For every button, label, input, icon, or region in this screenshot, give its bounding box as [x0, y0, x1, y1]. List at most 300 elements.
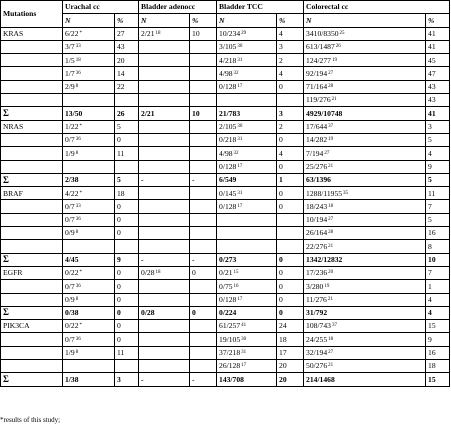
- reference-superscript: 17: [241, 363, 247, 369]
- reference-superscript: 18: [155, 30, 161, 36]
- table-cell: [217, 293, 277, 306]
- reference-superscript: 30: [237, 124, 243, 130]
- table-cell: [217, 306, 277, 319]
- cell-value: 8: [428, 241, 432, 251]
- mutation-cell: [1, 227, 63, 240]
- table-cell: [139, 227, 190, 240]
- cell-value: 18/243: [306, 201, 328, 211]
- cell-value: -: [141, 175, 144, 185]
- cell-value: 17: [279, 348, 287, 358]
- table-cell: [139, 80, 190, 93]
- table-cell: [190, 280, 217, 293]
- cell-value: 10: [192, 108, 200, 118]
- cell-value: Σ: [3, 108, 9, 119]
- cell-value: 0: [279, 268, 283, 278]
- table-cell: [63, 320, 115, 333]
- cell-value: 3/7: [65, 42, 75, 52]
- reference-superscript: 30: [237, 44, 243, 50]
- table-cell: [139, 293, 190, 306]
- table-cell: [190, 333, 217, 346]
- table-cell: [426, 173, 450, 186]
- table-cell: [190, 54, 217, 67]
- cell-value: 6/22: [65, 28, 79, 38]
- table-cell: [426, 213, 450, 226]
- cell-value: -: [192, 175, 195, 185]
- table-cell: [277, 240, 304, 253]
- cell-value: 1/7: [65, 68, 75, 78]
- cell-value: 26: [117, 108, 125, 118]
- table-cell: [426, 80, 450, 93]
- cell-value: 0: [279, 254, 283, 264]
- table-cell: [426, 306, 450, 319]
- reference-superscript: 28: [328, 230, 334, 236]
- table-cell: [277, 266, 304, 279]
- cell-value: 20: [279, 374, 287, 384]
- cell-value: EGFR: [3, 268, 23, 278]
- cell-value: 3410/8350: [306, 28, 339, 38]
- reference-superscript: 18: [75, 57, 81, 63]
- table-cell: [190, 80, 217, 93]
- subheader-n: N: [304, 14, 426, 27]
- cell-value: 0/145: [219, 188, 237, 198]
- table-cell: [277, 27, 304, 40]
- reference-superscript: 37: [331, 323, 337, 329]
- table-cell: [217, 80, 277, 93]
- reference-superscript: 21: [328, 243, 334, 249]
- table-cell: [304, 266, 426, 279]
- cell-value: 7: [428, 201, 432, 211]
- table-cell: [115, 346, 139, 359]
- cell-value: 25/276: [306, 161, 328, 171]
- cell-value: 41: [428, 28, 436, 38]
- table-cell: [190, 253, 217, 266]
- reference-superscript: 36: [75, 137, 81, 143]
- cell-value: 108/743: [306, 321, 331, 331]
- table-cell: [277, 213, 304, 226]
- table-cell: [63, 227, 115, 240]
- table-cell: [139, 360, 190, 373]
- table-cell: [277, 346, 304, 359]
- table-cell: [304, 253, 426, 266]
- cell-value: 0: [279, 294, 283, 304]
- cell-value: 10/234: [219, 28, 241, 38]
- reference-superscript: 36: [75, 217, 81, 223]
- table-cell: [217, 333, 277, 346]
- cell-value: 18: [428, 361, 436, 371]
- table-cell: [304, 67, 426, 80]
- table-cell: [115, 40, 139, 53]
- table-cell: [115, 213, 139, 226]
- reference-superscript: 16: [233, 283, 239, 289]
- reference-superscript: 28: [328, 84, 334, 90]
- cell-value: 18: [117, 188, 125, 198]
- reference-superscript: 8: [75, 84, 79, 90]
- reference-superscript: 20: [328, 270, 334, 276]
- table-cell: [426, 320, 450, 333]
- cell-value: 11: [428, 188, 436, 198]
- table-cell: [426, 200, 450, 213]
- table-cell: [115, 80, 139, 93]
- cell-value: 0: [117, 334, 121, 344]
- table-cell: [217, 133, 277, 146]
- reference-superscript: 36: [75, 283, 81, 289]
- table-cell: [217, 67, 277, 80]
- table-cell: [139, 120, 190, 133]
- cell-value: Σ: [3, 373, 9, 384]
- table-cell: [190, 173, 217, 186]
- table-cell: [63, 373, 115, 386]
- table-cell: [63, 54, 115, 67]
- cell-value: 32/194: [306, 348, 328, 358]
- table-cell: [115, 107, 139, 120]
- cell-value: 24/255: [306, 334, 328, 344]
- reference-superscript: 19: [328, 137, 334, 143]
- reference-superscript: 31: [237, 190, 243, 196]
- table-cell: [63, 280, 115, 293]
- table-cell: [190, 346, 217, 359]
- cell-value: 9: [428, 161, 432, 171]
- reference-superscript: *: [79, 124, 83, 130]
- reference-superscript: 37: [328, 124, 334, 130]
- cell-value: 613/1487: [306, 42, 335, 52]
- cell-value: 0: [117, 268, 121, 278]
- table-cell: [217, 187, 277, 200]
- table-row: [1, 80, 450, 93]
- table-cell: [426, 120, 450, 133]
- table-cell: [115, 280, 139, 293]
- table-cell: [190, 40, 217, 53]
- cell-value: 0: [279, 135, 283, 145]
- table-cell: [277, 360, 304, 373]
- cell-value: 0/128: [219, 294, 237, 304]
- cell-value: -: [141, 254, 144, 264]
- table-cell: [304, 320, 426, 333]
- cell-value: 0/28: [141, 268, 155, 278]
- table-cell: [426, 333, 450, 346]
- cell-value: 0/128: [219, 161, 237, 171]
- table-cell: [115, 187, 139, 200]
- cell-value: 61/257: [219, 321, 241, 331]
- table-cell: [217, 94, 277, 107]
- table-cell: [190, 360, 217, 373]
- cell-value: 22: [117, 82, 125, 92]
- cell-value: 17/236: [306, 268, 328, 278]
- table-cell: [277, 373, 304, 386]
- table-cell: [63, 27, 115, 40]
- table-cell: [115, 320, 139, 333]
- table-cell: [217, 227, 277, 240]
- mutation-cell: [1, 133, 63, 146]
- table-cell: [115, 253, 139, 266]
- cell-value: -: [192, 374, 195, 384]
- reference-superscript: 33: [75, 203, 81, 209]
- subheader-row: [1, 14, 450, 27]
- cell-value: 24: [279, 321, 287, 331]
- table-cell: [217, 160, 277, 173]
- cell-value: 0: [117, 228, 121, 238]
- sum-row: [1, 306, 450, 319]
- reference-superscript: 36: [75, 70, 81, 76]
- table-cell: [63, 200, 115, 213]
- cell-value: 41: [428, 108, 436, 118]
- cell-value: 4/22: [65, 188, 79, 198]
- table-cell: [139, 27, 190, 40]
- table-row: [1, 333, 450, 346]
- header-bladder-adenocc: Bladder adenocc: [139, 1, 217, 14]
- table-cell: [63, 173, 115, 186]
- table-cell: [190, 320, 217, 333]
- reference-superscript: 32: [233, 150, 239, 156]
- table-cell: [190, 240, 217, 253]
- cell-value: 0/22: [65, 321, 79, 331]
- table-cell: [426, 133, 450, 146]
- mutation-cell: [1, 80, 63, 93]
- cell-value: 1/22: [65, 122, 79, 132]
- cell-value: 4: [279, 148, 283, 158]
- cell-value: 2/21: [141, 108, 155, 118]
- table-cell: [139, 373, 190, 386]
- reference-superscript: 21: [328, 363, 334, 369]
- cell-value: 3: [117, 374, 121, 384]
- cell-value: 43: [117, 42, 125, 52]
- table-cell: [277, 227, 304, 240]
- table-cell: [277, 187, 304, 200]
- reference-superscript: 27: [328, 217, 334, 223]
- header-colorectal-cc: Colorectal cc: [304, 1, 450, 14]
- cell-value: 26/164: [306, 228, 328, 238]
- table-cell: [277, 67, 304, 80]
- table-cell: [63, 133, 115, 146]
- cell-value: 50/276: [306, 361, 328, 371]
- table-cell: [277, 80, 304, 93]
- table-row: [1, 133, 450, 146]
- table-cell: [63, 346, 115, 359]
- table-cell: [304, 120, 426, 133]
- table-cell: [115, 306, 139, 319]
- cell-value: 2/21: [141, 28, 155, 38]
- cell-value: 5: [117, 175, 121, 185]
- header-urachal-cc: Urachal cc: [63, 1, 139, 14]
- subheader-percent: %: [190, 14, 217, 27]
- table-row: [1, 360, 450, 373]
- table-cell: [304, 360, 426, 373]
- header-bladder-tcc: Bladder TCC: [217, 1, 304, 14]
- table-cell: [217, 253, 277, 266]
- table-row: [1, 293, 450, 306]
- table-cell: [139, 40, 190, 53]
- table-cell: [304, 293, 426, 306]
- table-cell: [277, 200, 304, 213]
- cell-value: 9: [117, 254, 121, 264]
- table-cell: [190, 187, 217, 200]
- table-row: [1, 160, 450, 173]
- table-cell: [426, 147, 450, 160]
- table-cell: [217, 54, 277, 67]
- sum-symbol: [1, 107, 63, 120]
- table-cell: [304, 280, 426, 293]
- cell-value: 92/194: [306, 68, 328, 78]
- mutation-cell: [1, 120, 63, 133]
- reference-superscript: 17: [237, 203, 243, 209]
- mutation-cell: [1, 187, 63, 200]
- table-cell: [115, 360, 139, 373]
- cell-value: 1/5: [65, 55, 75, 65]
- table-cell: [63, 67, 115, 80]
- cell-value: 5: [428, 215, 432, 225]
- cell-value: 0/38: [65, 308, 79, 318]
- table-row: [1, 266, 450, 279]
- table-row: [1, 240, 450, 253]
- cell-value: 1342/12832: [306, 254, 343, 264]
- table-cell: [139, 306, 190, 319]
- cell-value: 47: [428, 68, 436, 78]
- cell-value: 15: [428, 321, 436, 331]
- cell-value: 3/280: [306, 281, 324, 291]
- table-cell: [217, 346, 277, 359]
- cell-value: 3: [428, 122, 432, 132]
- table-cell: [190, 147, 217, 160]
- table-cell: [304, 80, 426, 93]
- table-cell: [115, 27, 139, 40]
- table-cell: [63, 213, 115, 226]
- cell-value: 14/282: [306, 135, 328, 145]
- table-cell: [277, 147, 304, 160]
- table-cell: [217, 120, 277, 133]
- table-cell: [217, 40, 277, 53]
- reference-superscript: 27: [328, 70, 334, 76]
- table-cell: [217, 280, 277, 293]
- cell-value: 0/7: [65, 201, 75, 211]
- cell-value: 7: [428, 268, 432, 278]
- cell-value: NRAS: [3, 122, 24, 132]
- cell-value: 0/22: [65, 268, 79, 278]
- cell-value: Σ: [3, 307, 9, 318]
- cell-value: 43: [428, 82, 436, 92]
- reference-superscript: 41: [241, 323, 247, 329]
- cell-value: 0/75: [219, 281, 233, 291]
- table-cell: [190, 133, 217, 146]
- cell-value: 0/7: [65, 281, 75, 291]
- reference-superscript: 33: [75, 44, 81, 50]
- cell-value: 11/276: [306, 294, 327, 304]
- mutation-cell: [1, 240, 63, 253]
- cell-value: 17/644: [306, 122, 328, 132]
- cell-value: 37/218: [219, 348, 241, 358]
- cell-value: 3: [279, 42, 283, 52]
- cell-value: BRAF: [3, 188, 23, 198]
- table-cell: [139, 133, 190, 146]
- reference-superscript: *: [79, 30, 83, 36]
- table-row: [1, 187, 450, 200]
- cell-value: 27: [117, 28, 125, 38]
- sum-row: [1, 107, 450, 120]
- cell-value: 21/783: [219, 108, 241, 118]
- cell-value: Σ: [3, 174, 9, 185]
- subheader-percent: %: [115, 14, 139, 27]
- reference-superscript: 26: [335, 44, 341, 50]
- table-cell: [139, 213, 190, 226]
- table-cell: [115, 133, 139, 146]
- table-cell: [426, 227, 450, 240]
- cell-value: 0: [117, 294, 121, 304]
- table-cell: [426, 240, 450, 253]
- table-cell: [115, 333, 139, 346]
- table-cell: [63, 107, 115, 120]
- cell-value: 1: [428, 281, 432, 291]
- mutation-cell: [1, 40, 63, 53]
- table-cell: [304, 94, 426, 107]
- reference-superscript: 36: [75, 336, 81, 342]
- reference-superscript: 18: [328, 336, 334, 342]
- cell-value: 3/105: [219, 42, 237, 52]
- sum-symbol: [1, 306, 63, 319]
- cell-value: 20: [117, 55, 125, 65]
- table-cell: [139, 67, 190, 80]
- table-cell: [63, 187, 115, 200]
- table-row: [1, 227, 450, 240]
- cell-value: -: [141, 374, 144, 384]
- table-row: [1, 94, 450, 107]
- cell-value: 0: [117, 281, 121, 291]
- table-cell: [426, 280, 450, 293]
- reference-superscript: 8: [75, 296, 79, 302]
- cell-value: 0/273: [219, 254, 237, 264]
- table-cell: [63, 80, 115, 93]
- cell-value: 0: [279, 281, 283, 291]
- cell-value: 15: [428, 374, 436, 384]
- cell-value: 4: [279, 28, 283, 38]
- table-cell: [426, 160, 450, 173]
- table-cell: [63, 360, 115, 373]
- table-row: [1, 147, 450, 160]
- table-cell: [63, 306, 115, 319]
- table-cell: [426, 187, 450, 200]
- table-cell: [115, 373, 139, 386]
- table-cell: [63, 147, 115, 160]
- cell-value: 31/792: [306, 308, 328, 318]
- cell-value: Σ: [3, 254, 9, 265]
- table-cell: [115, 200, 139, 213]
- cell-value: 22/276: [306, 241, 328, 251]
- reference-superscript: 8: [75, 150, 79, 156]
- mutation-cell: [1, 213, 63, 226]
- table-cell: [190, 293, 217, 306]
- cell-value: 0: [117, 321, 121, 331]
- cell-value: 5: [117, 122, 121, 132]
- table-row: [1, 40, 450, 53]
- cell-value: 0: [117, 135, 121, 145]
- cell-value: 1/9: [65, 348, 75, 358]
- table-cell: [426, 67, 450, 80]
- mutation-cell: [1, 293, 63, 306]
- cell-value: 71/164: [306, 82, 328, 92]
- table-cell: [277, 160, 304, 173]
- cell-value: 1/9: [65, 148, 75, 158]
- table-cell: [217, 27, 277, 40]
- table-cell: [304, 160, 426, 173]
- cell-value: 4: [428, 308, 432, 318]
- mutation-cell: [1, 94, 63, 107]
- table-row: [1, 27, 450, 40]
- table-cell: [217, 213, 277, 226]
- cell-value: 143/708: [219, 374, 244, 384]
- subheader-n: N: [217, 14, 277, 27]
- table-cell: [115, 227, 139, 240]
- table-cell: [304, 346, 426, 359]
- subheader-n: N: [139, 14, 190, 27]
- table-cell: [190, 67, 217, 80]
- table-cell: [63, 333, 115, 346]
